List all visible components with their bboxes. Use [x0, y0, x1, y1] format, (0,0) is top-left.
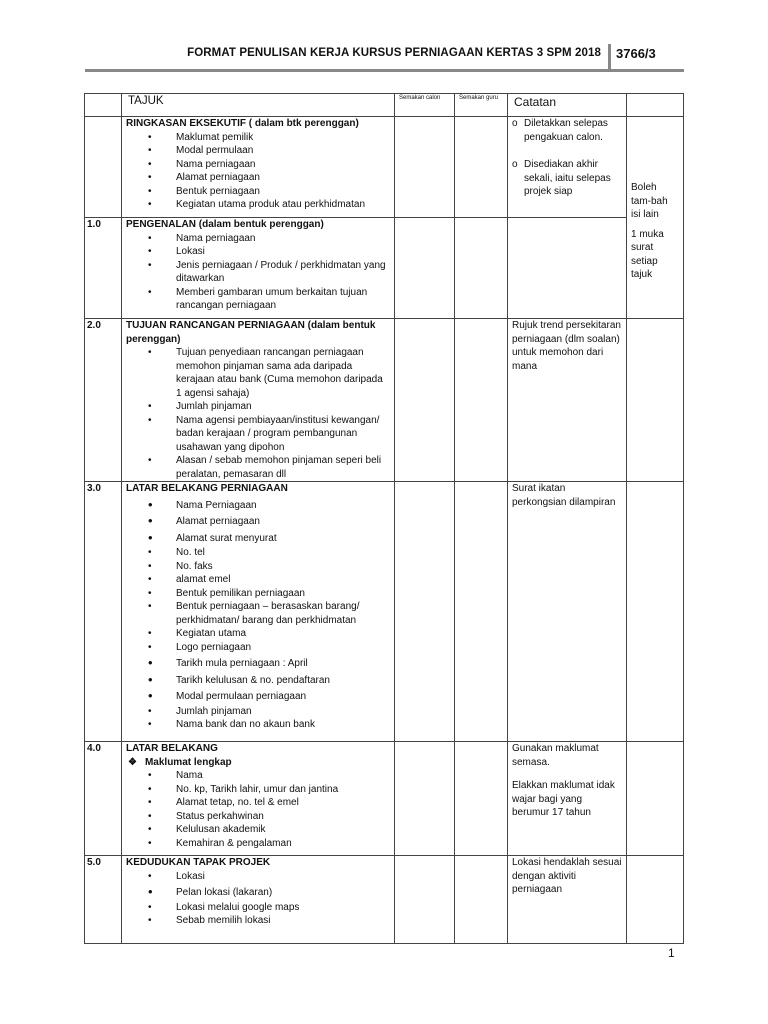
section-number [85, 117, 122, 218]
table-row [85, 742, 684, 856]
page-header [0, 0, 768, 80]
list-item: • Tujuan penyediaan rancangan perniagaan memohon pinjaman sama ada daripada kerajaan atau bank (Cuma memohon daripada 1 agensi sahaja) [126, 346, 390, 400]
table-row [85, 218, 684, 319]
list-item: • Jumlah pinjaman [126, 705, 390, 719]
catatan-item: o Disediakan akhir sekali, iaitu selepas projek siap [512, 158, 622, 199]
paper-code: 3766/3 [616, 46, 656, 61]
section-topic [122, 856, 395, 944]
list-item: • Kemahiran & pengalaman [126, 837, 390, 851]
section-topic [122, 117, 395, 218]
extra-note-line: Boleh tam-bah isi lain [631, 182, 668, 220]
extra-cell [627, 319, 684, 482]
catatan-text: Surat ikatan perkongsian dilampiran [512, 483, 616, 508]
semakan-guru-cell [455, 319, 508, 482]
section-items [126, 232, 390, 313]
section-topic [122, 319, 395, 482]
catatan-cell [508, 218, 627, 319]
header-num-cell [85, 94, 122, 117]
section-number: 4.0 [85, 742, 122, 856]
extra-cell [627, 482, 684, 742]
format-table [84, 93, 684, 944]
catatan-text: Rujuk trend persekitaran perniagaan (dlm soalan) untuk memohon dari mana [512, 320, 621, 372]
catatan-item: o Diletakkan selepas pengakuan calon. [512, 117, 622, 144]
list-item: • Bentuk perniagaan – berasaskan barang/ perkhidmatan/ barang dan perkhidmatan [126, 600, 390, 627]
list-item: • Alasan / sebab memohon pinjaman seperi beli peralatan, pemasaran dll [126, 454, 390, 481]
list-item: • Alamat tetap, no. tel & emel [126, 796, 390, 810]
list-item: • Modal permulaan perniagaan [126, 690, 390, 704]
semakan-calon-cell [395, 482, 455, 742]
list-item: • Bentuk pemilikan perniagaan [126, 587, 390, 601]
section-number: 3.0 [85, 482, 122, 742]
header-tajuk: TAJUK [122, 94, 395, 117]
table-row [85, 319, 684, 482]
semakan-calon-cell [395, 218, 455, 319]
section-items [126, 870, 390, 928]
list-item: • Logo perniagaan [126, 641, 390, 655]
catatan-list [512, 117, 622, 199]
list-item: • Tarikh mula perniagaan : April [126, 657, 390, 671]
header-divider [608, 44, 611, 70]
header-catatan: Catatan [508, 94, 627, 117]
list-item: • Jumlah pinjaman [126, 400, 390, 414]
list-item: • Nama [126, 769, 390, 783]
section-title: LATAR BELAKANG PERNIAGAAN [126, 483, 288, 494]
semakan-calon-cell [395, 319, 455, 482]
catatan-text: Gunakan maklumat semasa. [512, 743, 599, 768]
list-item: • Kelulusan akademik [126, 823, 390, 837]
header-semakan-calon: Semakan calon [395, 94, 455, 117]
header-semakan-guru: Semakan guru [455, 94, 508, 117]
semakan-calon-cell [395, 742, 455, 856]
semakan-guru-cell [455, 742, 508, 856]
page-number: 1 [668, 946, 675, 960]
list-item: • alamat emel [126, 573, 390, 587]
semakan-guru-cell [455, 218, 508, 319]
section-title: TUJUAN RANCANGAN PERNIAGAAN (dalam bentuk perenggan) [126, 320, 376, 345]
list-item: • Alamat perniagaan [126, 515, 390, 529]
section-title: KEDUDUKAN TAPAK PROJEK [126, 857, 271, 868]
list-item: • Lokasi [126, 245, 390, 259]
table-row [85, 482, 684, 742]
section-title: PENGENALAN (dalam bentuk perenggan) [126, 219, 324, 230]
list-item: • Status perkahwinan [126, 810, 390, 824]
section-topic [122, 218, 395, 319]
list-item: • Kegiatan utama produk atau perkhidmatan [126, 198, 390, 212]
document-title: FORMAT PENULISAN KERJA KURSUS PERNIAGAAN KERTAS 3 SPM 2018 [187, 47, 601, 59]
list-item: • No. tel [126, 546, 390, 560]
table-row [85, 856, 684, 944]
list-item: • Nama bank dan no akaun bank [126, 718, 390, 732]
catatan-cell [508, 742, 627, 856]
extra-note-cell [627, 117, 684, 319]
list-item: • Nama Perniagaan [126, 499, 390, 513]
section-items [126, 769, 390, 850]
diamond-bullet-icon: ❖ [128, 756, 137, 768]
list-item: • Bentuk perniagaan [126, 185, 390, 199]
catatan-cell [508, 117, 627, 218]
semakan-guru-cell [455, 117, 508, 218]
catatan-cell [508, 319, 627, 482]
section-number: 5.0 [85, 856, 122, 944]
list-item: • Lokasi [126, 870, 390, 884]
extra-cell [627, 856, 684, 944]
section-number: 2.0 [85, 319, 122, 482]
table-row [85, 117, 684, 218]
catatan-text: Lokasi hendaklah sesuai dengan aktiviti perniagaan [512, 857, 622, 895]
section-subtitle: ❖ Maklumat lengkap [128, 756, 232, 768]
header-rule [85, 69, 684, 72]
section-topic [122, 742, 395, 856]
list-item: • Pelan lokasi (lakaran) [126, 886, 390, 900]
semakan-calon-cell [395, 117, 455, 218]
section-title: LATAR BELAKANG [126, 743, 218, 754]
section-number: 1.0 [85, 218, 122, 319]
list-item: • Nama agensi pembiayaan/institusi kewangan/ badan kerajaan / program pembangunan usahawan yang dipohon [126, 414, 390, 455]
list-item: • Kegiatan utama [126, 627, 390, 641]
catatan-cell [508, 482, 627, 742]
header-extra-cell [627, 94, 684, 117]
list-item: • Maklumat pemilik [126, 131, 390, 145]
list-item: • No. kp, Tarikh lahir, umur dan jantina [126, 783, 390, 797]
list-item: • Lokasi melalui google maps [126, 901, 390, 915]
section-title: RINGKASAN EKSEKUTIF ( dalam btk perenggan) [126, 118, 359, 129]
list-item: • Nama perniagaan [126, 232, 390, 246]
semakan-calon-cell [395, 856, 455, 944]
list-item: • Sebab memilih lokasi [126, 914, 390, 928]
semakan-guru-cell [455, 856, 508, 944]
catatan-cell [508, 856, 627, 944]
catatan-text: Elakkan maklumat idak wajar bagi yang berumur 17 tahun [512, 780, 615, 818]
semakan-guru-cell [455, 482, 508, 742]
list-item: • Alamat surat menyurat [126, 532, 390, 546]
section-topic [122, 482, 395, 742]
section-items [126, 499, 390, 732]
list-item: • Alamat perniagaan [126, 171, 390, 185]
list-item: • Nama perniagaan [126, 158, 390, 172]
section-items [126, 346, 390, 481]
list-item: • Tarikh kelulusan & no. pendaftaran [126, 674, 390, 688]
extra-cell [627, 742, 684, 856]
table-header-row [85, 94, 684, 117]
list-item: • Modal permulaan [126, 144, 390, 158]
extra-note-line: 1 muka surat setiap tajuk [631, 228, 664, 280]
list-item: • No. faks [126, 560, 390, 574]
list-item: • Jenis perniagaan / Produk / perkhidmatan yang ditawarkan [126, 259, 390, 286]
list-item: • Memberi gambaran umum berkaitan tujuan rancangan perniagaan [126, 286, 390, 313]
section-items [126, 131, 390, 212]
